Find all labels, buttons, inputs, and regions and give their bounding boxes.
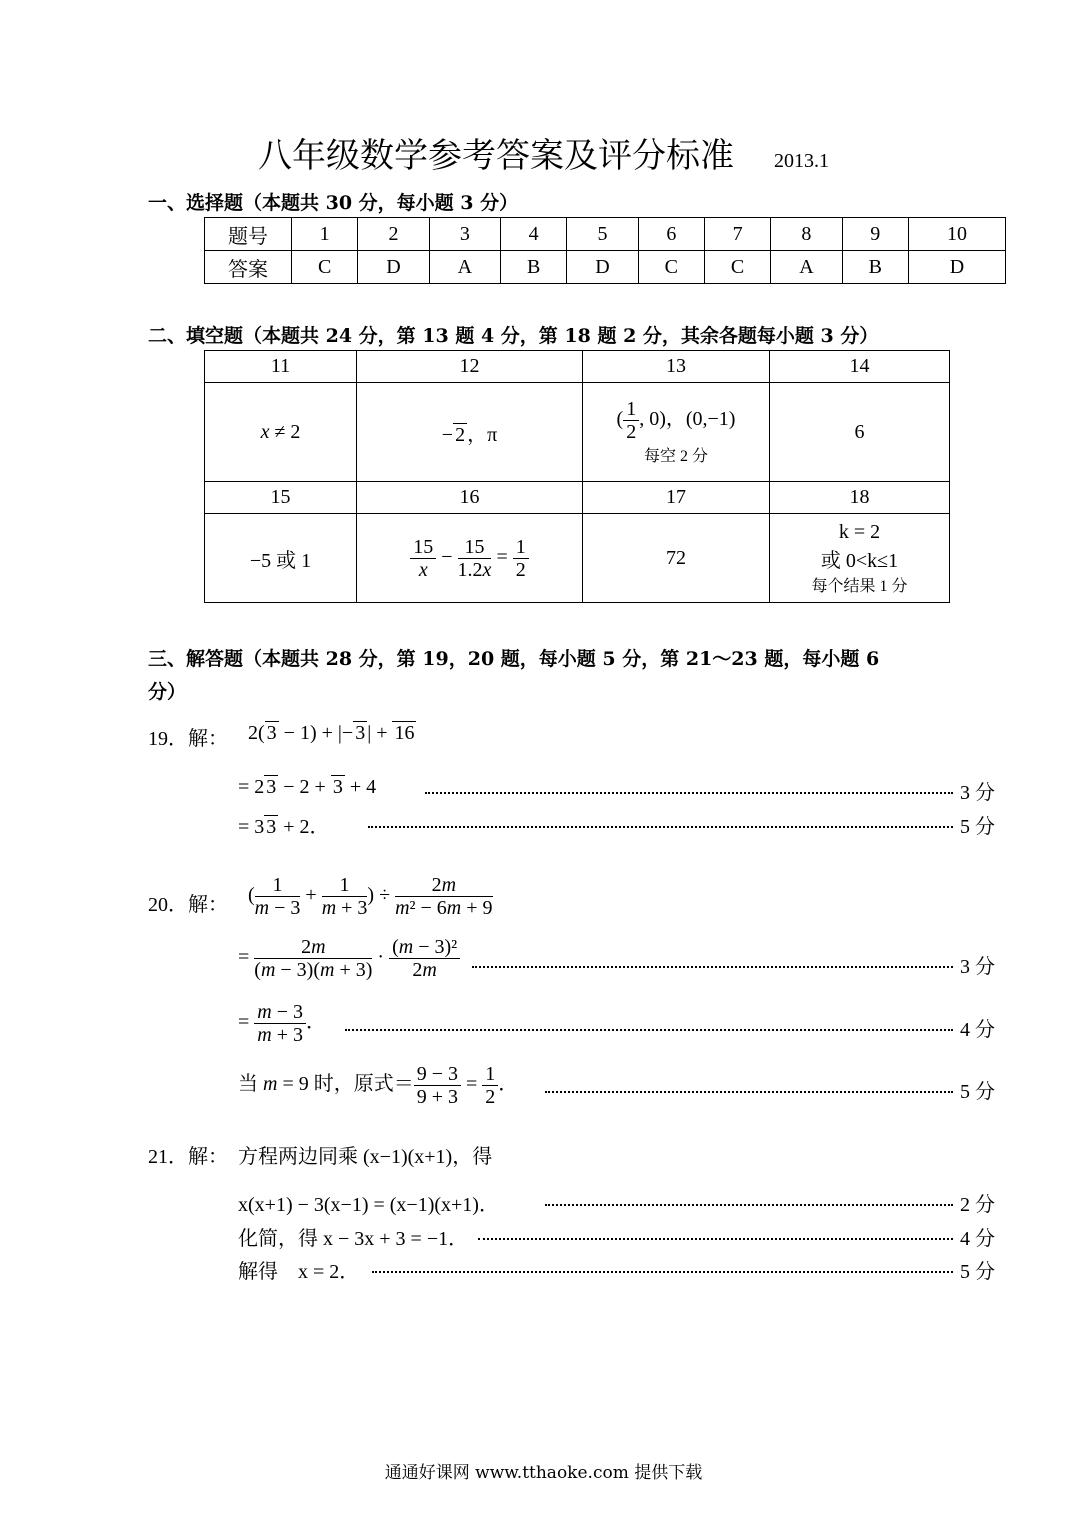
question-number-cell: 6 bbox=[638, 218, 704, 251]
q21-step2-score: 4 分 bbox=[960, 1228, 995, 1250]
num-14: 14 bbox=[770, 351, 950, 383]
table-row bbox=[205, 251, 1006, 284]
section2-heading: 二、填空题（本题共 24 分，第 13 题 4 分，第 18 题 2 分，其余各题每小题 3 分） bbox=[148, 325, 879, 347]
q19-step1: = 2 3 − 2 + 3 + 4 bbox=[238, 776, 377, 798]
choice-answer-table bbox=[204, 217, 1006, 284]
q19-step2: = 3 3 + 2． bbox=[238, 816, 330, 838]
title-text: 八年级数学参考答案及评分标准 bbox=[258, 136, 734, 176]
table-row bbox=[205, 383, 950, 482]
section3-heading-cont: 分） bbox=[148, 681, 187, 703]
q21-step1: x(x+1) − 3(x−1) = (x−1)(x+1)． bbox=[238, 1194, 499, 1216]
leader-dots bbox=[345, 1029, 953, 1031]
table-row bbox=[205, 218, 1006, 251]
answer-12: − 2 ，π bbox=[357, 383, 583, 482]
footer-text: 通通好课网 www.tthaoke.com 提供下载 bbox=[384, 1463, 703, 1483]
q19-expression: 2( 3 − 1) + |− 3 | + 16 bbox=[248, 722, 415, 744]
q21-step3: 解得 x = 2． bbox=[238, 1261, 360, 1283]
q21-label: 21．解： bbox=[148, 1146, 228, 1168]
answer-cell: B bbox=[501, 251, 567, 284]
q21-step1-score: 2 分 bbox=[960, 1194, 995, 1216]
answer-14: 6 bbox=[770, 383, 950, 482]
answer-15: −5 或 1 bbox=[205, 514, 357, 603]
question-number-cell: 8 bbox=[771, 218, 842, 251]
num-15: 15 bbox=[205, 482, 357, 514]
q20-step3-score: 5 分 bbox=[960, 1081, 995, 1103]
table-row bbox=[205, 482, 950, 514]
q21-step2: 化简，得 x − 3x + 3 = −1． bbox=[238, 1228, 469, 1250]
question-number-cell: 1 bbox=[292, 218, 358, 251]
answer-13-note: 每空 2 分 bbox=[643, 448, 708, 465]
answer-cell: A bbox=[429, 251, 500, 284]
question-number-cell: 9 bbox=[842, 218, 908, 251]
table-row bbox=[205, 351, 950, 383]
q19-step2-score: 5 分 bbox=[960, 816, 995, 838]
question-number-cell: 3 bbox=[429, 218, 500, 251]
leader-dots bbox=[478, 1238, 953, 1240]
num-16: 16 bbox=[357, 482, 583, 514]
q20-step1-score: 3 分 bbox=[960, 956, 995, 978]
num-13: 13 bbox=[583, 351, 770, 383]
question-number-cell: 4 bbox=[501, 218, 567, 251]
q20-step1: = $\frac{2m}{(m - 3)(m + 3)}$ · $\frac{\text{(m − 3)²}}{2m}$ bbox=[238, 936, 460, 981]
num-18: 18 bbox=[770, 482, 950, 514]
question-number-cell: 10 bbox=[908, 218, 1005, 251]
answer-cell: C bbox=[638, 251, 704, 284]
leader-dots bbox=[472, 966, 953, 968]
q20-label: 20．解： bbox=[148, 894, 228, 916]
answer-cell: C bbox=[704, 251, 770, 284]
answer-16: $\frac{15}{x}$ − $\frac{15}{1.2x}$ = $\frac{1}{2}$ bbox=[357, 514, 583, 603]
num-11: 11 bbox=[205, 351, 357, 383]
leader-dots bbox=[545, 1204, 953, 1206]
title-date: 2013.1 bbox=[774, 150, 829, 172]
section1-heading: 一、选择题（本题共 30 分，每小题 3 分） bbox=[148, 192, 519, 214]
num-17: 17 bbox=[583, 482, 770, 514]
leader-dots bbox=[425, 792, 953, 794]
question-number-cell: 2 bbox=[358, 218, 429, 251]
answer-cell: D bbox=[567, 251, 638, 284]
q20-step2: = $\frac{m - 3}{m + 3}$ ． bbox=[238, 1001, 327, 1046]
answer-cell: D bbox=[908, 251, 1005, 284]
q21-step3-score: 5 分 bbox=[960, 1261, 995, 1283]
q19-step1-score: 3 分 bbox=[960, 782, 995, 804]
answer-cell: C bbox=[292, 251, 358, 284]
row-label-number: 题号 bbox=[205, 218, 292, 251]
answer-17: 72 bbox=[583, 514, 770, 603]
answer-cell: B bbox=[842, 251, 908, 284]
q20-step3: 当 m = 9 时，原式＝ $\frac{9 - 3}{9 + 3}$ = $\frac{1}{2}$ ． bbox=[238, 1063, 519, 1108]
q20-expression: ( $\frac{1}{m - 3}$ + $\frac{1}{m + 3}$ ) ÷ $\frac{2m}{\text{m² − 6m + 9}}$ bbox=[248, 874, 493, 919]
answer-cell: D bbox=[358, 251, 429, 284]
fill-blank-table bbox=[204, 350, 950, 603]
page-title bbox=[0, 128, 1087, 177]
q19-label: 19．解： bbox=[148, 728, 228, 750]
leader-dots bbox=[545, 1091, 953, 1093]
answer-11: x ≠ 2 bbox=[205, 383, 357, 482]
table-row bbox=[205, 514, 950, 603]
row-label-answer: 答案 bbox=[205, 251, 292, 284]
answer-cell: A bbox=[771, 251, 842, 284]
num-12: 12 bbox=[357, 351, 583, 383]
question-number-cell: 5 bbox=[567, 218, 638, 251]
question-number-cell: 7 bbox=[704, 218, 770, 251]
q21-intro: 方程两边同乘 (x−1)(x+1)，得 bbox=[238, 1146, 493, 1168]
leader-dots bbox=[372, 1271, 953, 1273]
section3-heading: 三、解答题（本题共 28 分，第 19，20 题，每小题 5 分，第 21～23 题，每小题 6 bbox=[148, 648, 880, 670]
answer-18: k = 2 或 0<k≤1 每个结果 1 分 bbox=[770, 514, 950, 603]
answer-13: ( $\frac{1}{2}$ , 0)，(0,−1) 每空 2 分 bbox=[583, 383, 770, 482]
q20-step2-score: 4 分 bbox=[960, 1019, 995, 1041]
leader-dots bbox=[368, 826, 953, 828]
